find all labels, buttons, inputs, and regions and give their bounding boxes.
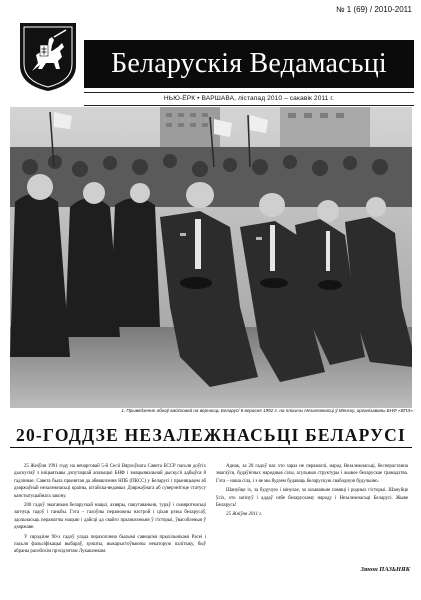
article-paragraph: 200 гадоў змаганьня беларускай нацыі, ахвяры, пакутаваньня, тураў і сьмяротнасьці загнуць гадоў і ганьбы. Гэта – галоўны пераможны настрой і ціхая рэзка беларусаў, здольнасьць перамагчы нацыю і дайсці да свайго прызначэньня ў гісторыі, ўвасобленыя ў дзяржаве.: [14, 503, 206, 531]
article-date: 25 Жніўня 2011 г.: [226, 512, 263, 518]
photo-caption: 1. Прывядзенне абеаў вайсковай на вернасць Беларусі 8 верасня 1992 г. на плошчы Незалежнасці ў Менску, арганізаваны БНФ «ВПЭ».: [121, 408, 414, 413]
masthead-banner: [84, 40, 414, 88]
article-headline: 20-ГОДДЗЕ НЕЗАЛЕЖНАСЬЦІ БЕЛАРУСІ: [16, 425, 406, 445]
issue-number: № 1 (69) / 2010-2011: [335, 5, 412, 14]
article-paragraph: Шануйце іх, за будучую і мінулае, за захаваньне памяці і родных гісторыі. Шануйце ўсіх, хто загінуў і аддаў сябе беларускаму народу і Незалежнасьці Беларусі. Жыве Беларусь!: [216, 488, 408, 509]
article-column-right: [216, 463, 408, 519]
author-signature: Зянон ПАЗЬНЯК: [360, 566, 410, 573]
article-paragraph: 25 Жніўня 1991 году на нечарговай 5-й Сесіі Вярхоўнага Савета БССР пасьля доўгіх дыскусіяў з ініцыятывы дэпутацкай апазыцыі БНФ і эмацыянальнай дыскусіі адбыўся 8 гадзіннае. Савета была прынятая да абвяшчэння НПБ (ПКСС) у Беларусі і прыняцьцем аб дзяржаўнай незалежнасьці краіны, кітайска-ведамых Дзяржаўнага аб суверэнітэце статусу канстытуцыйнага закону.: [14, 464, 206, 499]
article-paragraph: Аднак, за 20 гадоў нас хто зараз не перамаглі, народ Незалежнасьці, бесперастанна змагаўся, будаўнічых народныя сілы, агульныя структуры і жывое беларускае грамадзтва. Гэта – наша сіла, і з яе мы будзем будаваць беларускую свабодную будучыню.: [216, 464, 408, 484]
divider: [84, 105, 414, 106]
article-column-left: [14, 463, 206, 558]
article-paragraph: У сярэдзіне 90-х гадоў улада перахоплена былымі савецкімі прыхільнікамі Расеі і пасьля фальсіфікацыі выбараў, зрэшты, выкарыстоўваючы некаторую палітыку, быў абраны расейскім прэзідэнтам Лукашэнкам.: [14, 534, 206, 555]
divider: [84, 92, 414, 93]
newspaper-title: Беларускія Ведамасьці: [111, 48, 387, 79]
dateline: НЬЮ-ЁРК • ВАРШАВА, лістапад 2010 – сакавік 2011 г.: [163, 95, 335, 102]
pahonia-emblem-icon: [18, 21, 78, 93]
front-page-photo: [10, 107, 412, 408]
divider: [10, 447, 412, 448]
